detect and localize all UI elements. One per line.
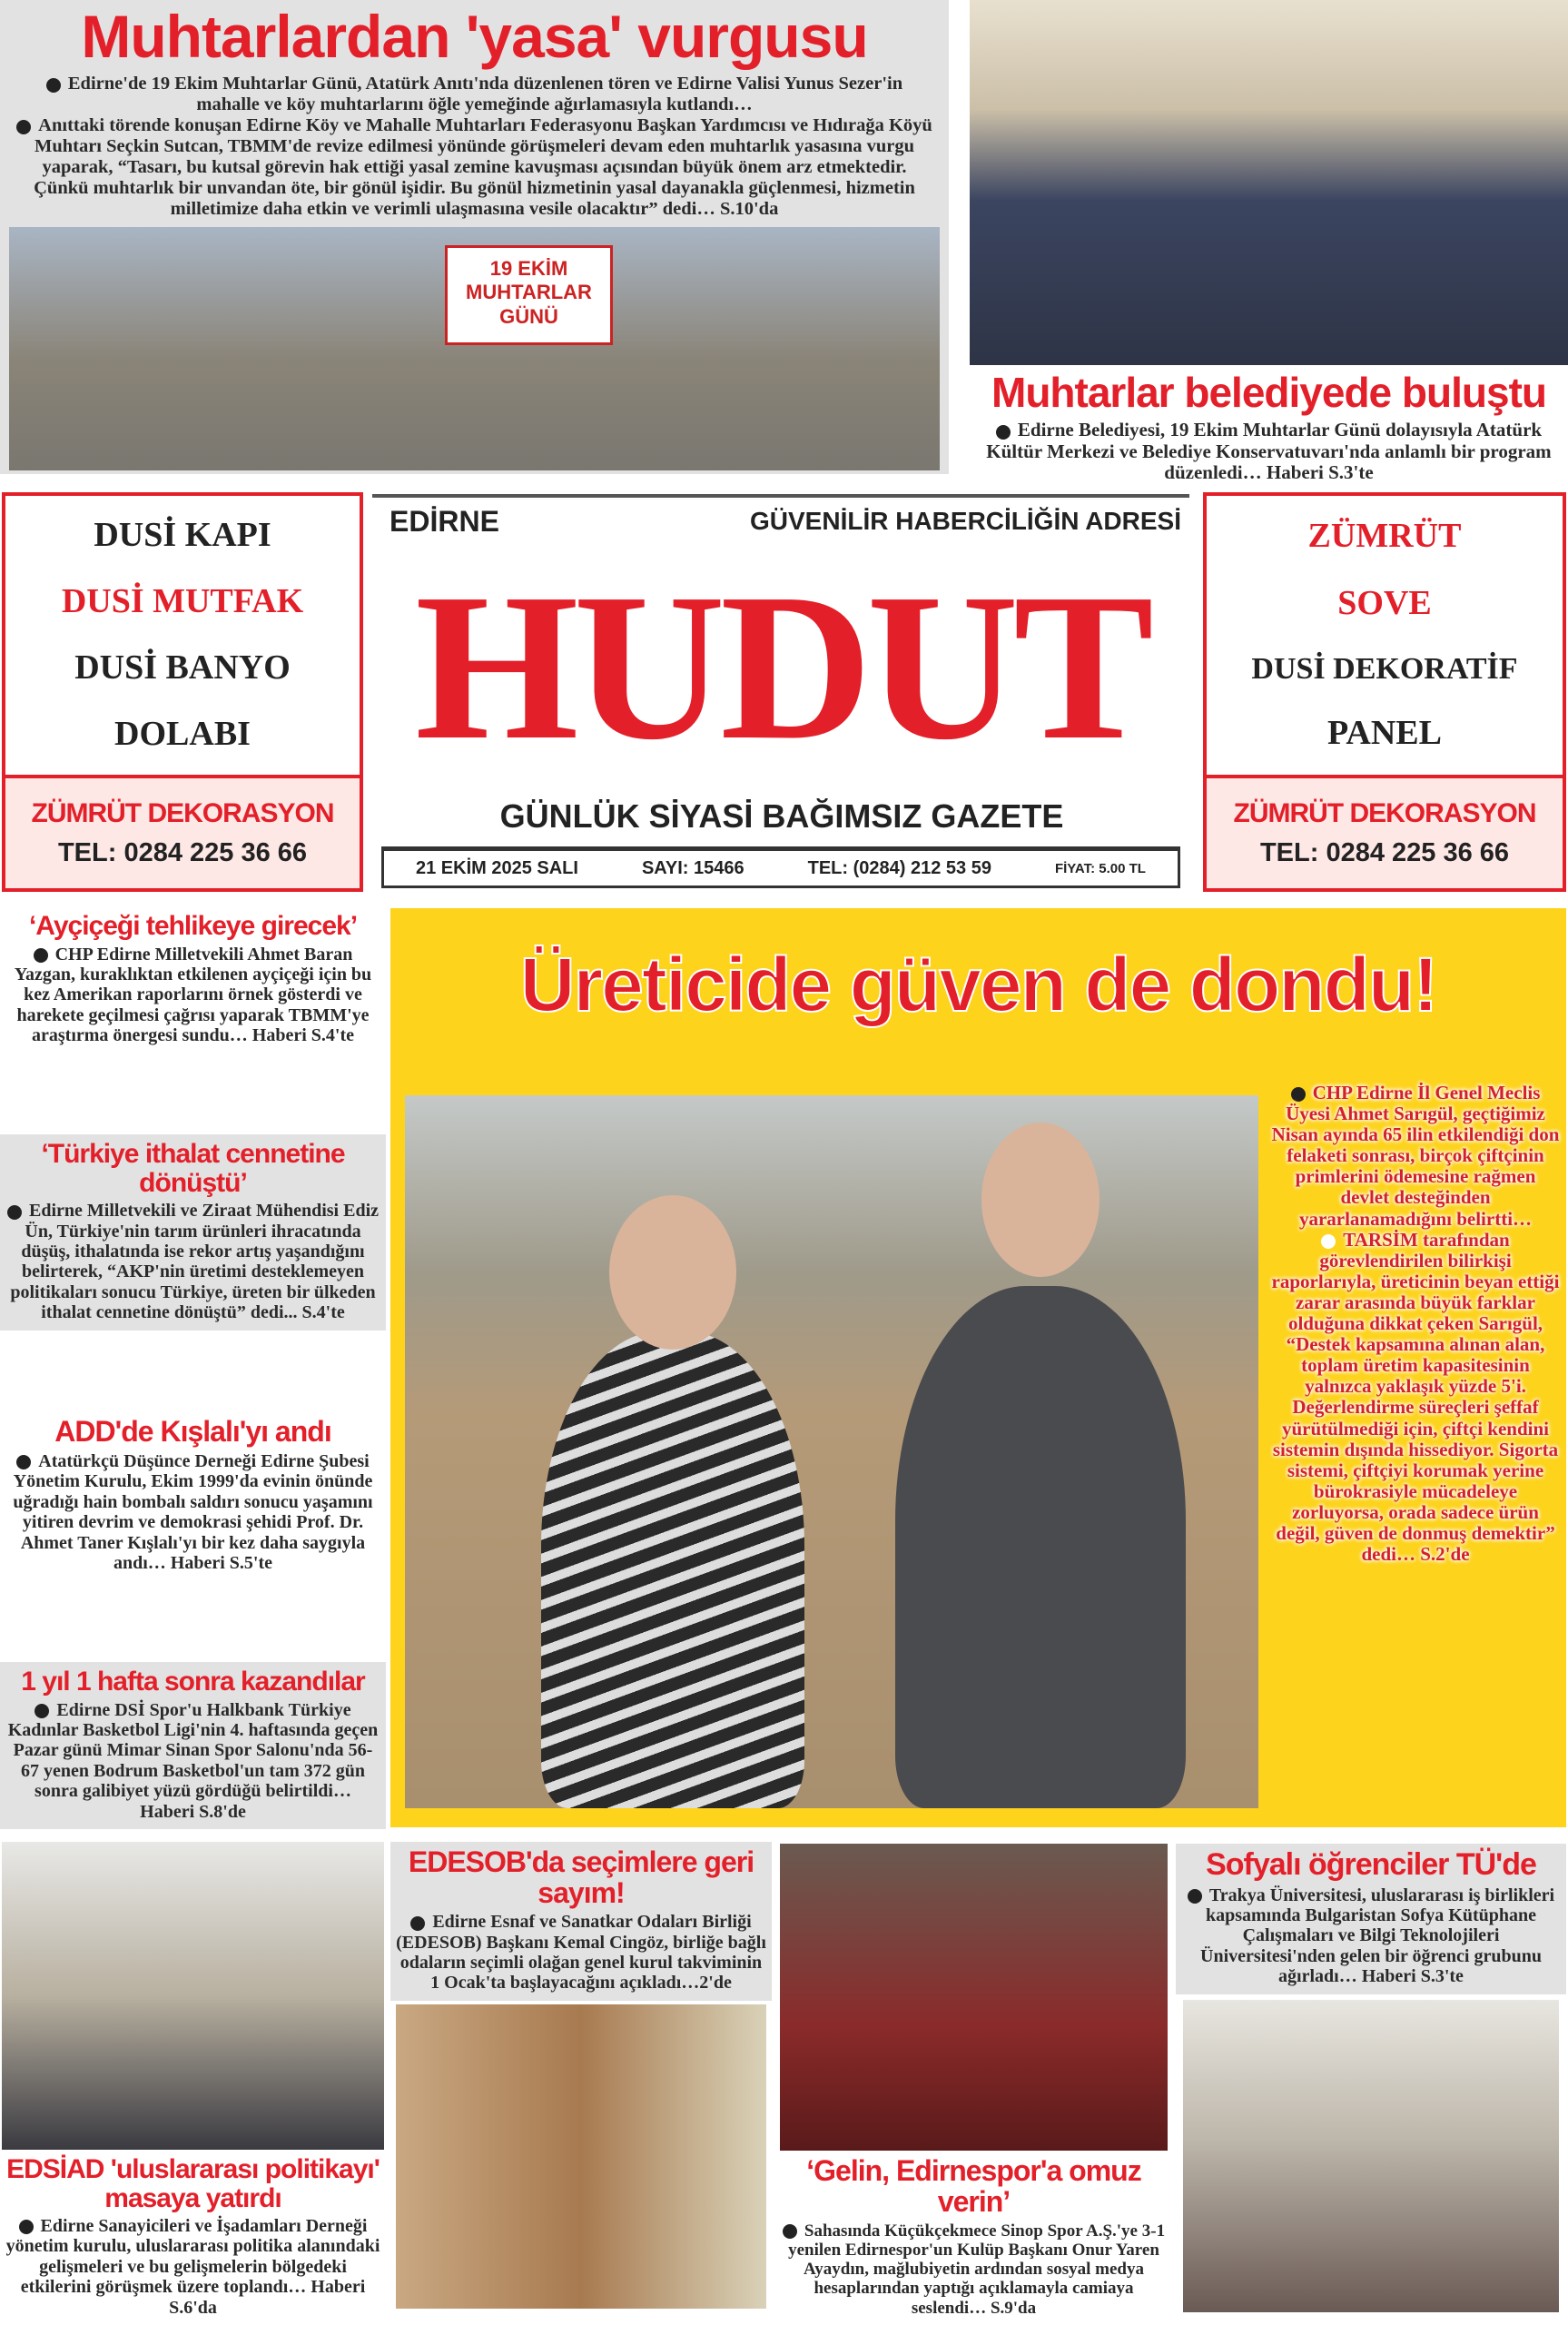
man-head: [981, 1123, 1100, 1277]
bottom-col-3: [776, 1838, 1171, 2325]
headline[interactable]: ‘Gelin, Edirnespor'a omuz verin’: [806, 2154, 1141, 2219]
headline[interactable]: ADD'de Kışlalı'yı andı: [54, 1415, 331, 1449]
ad-line: PANEL: [1327, 714, 1442, 753]
masthead-subtitle: GÜNLÜK SİYASİ BAĞIMSIZ GAZETE: [499, 797, 1064, 835]
bullet-icon: [783, 2224, 797, 2239]
headline[interactable]: Sofyalı öğrenciler TÜ'de: [1206, 1847, 1536, 1882]
headline[interactable]: ‘Ayçiçeği tehlikeye girecek’: [28, 911, 358, 941]
bottom-col-4: [1176, 1838, 1566, 2325]
left-story-1: [0, 906, 386, 1053]
headline[interactable]: Muhtarlardan 'yasa' vurgusu: [81, 3, 868, 70]
ad-phone: TEL: 0284 225 36 66: [1259, 838, 1510, 867]
story-text: Edirne DSİ Spor'u Halkbank Türkiye Kadınlar Basketbol Ligi'nin 4. haftasında geçen Pazar günü Mimar Sinan Spor Salonu'nda 56-67 yenen Bodrum Basketbol'un tam 372 gün sonra galibiyet yüzü gördüğü belirtildi… Haberi S.8'de: [7, 1699, 379, 1822]
sign-line: GÜNÜ: [499, 304, 558, 328]
masthead-slogan: GÜVENİLİR HABERCİLİĞİN ADRESİ: [750, 507, 1181, 535]
story-text: Edirne Milletvekili ve Ziraat Mühendisi Ediz Ün, Türkiye'nin tarım ürünleri ihracatında düşüş, ithalatında ise rekor artış yaşandığını belirterek, “AKP'nin üretimi desteklemeyen politikaları sonucu Türkiye, üreten bir ülkeden ithalat cennetine dönüştü” dedi... S.4'te: [5, 1197, 380, 1322]
masthead-rule: [372, 494, 1189, 498]
left-story-2: [0, 1134, 386, 1330]
bullet-icon: [16, 1455, 31, 1469]
top-right-story: [970, 0, 1568, 486]
headline[interactable]: ‘Türkiye ithalat cennetine dönüştü’: [41, 1139, 345, 1198]
bullet-icon: [7, 1205, 22, 1220]
main-headline[interactable]: Üreticide güven de dondu!: [519, 942, 1437, 1027]
ad-left: [2, 492, 363, 892]
ad-line: DUSİ KAPI: [94, 516, 271, 555]
bottom-story-1: [0, 2150, 386, 2325]
ad-brand: ZÜMRÜT DEKORASYON: [31, 798, 334, 828]
main-photo[interactable]: [405, 1095, 1258, 1808]
headline[interactable]: 1 yıl 1 hafta sonra kazandılar: [21, 1667, 365, 1697]
headline[interactable]: Muhtarlar belediyede buluştu: [991, 369, 1546, 417]
issue-number: SAYI: 15466: [641, 857, 745, 878]
headline[interactable]: EDESOB'da seçimlere geri sayım!: [408, 1845, 754, 1909]
masthead-city: EDİRNE: [390, 505, 499, 538]
bullet-icon: [1291, 1087, 1306, 1102]
bullet-icon: [996, 425, 1011, 440]
bullet-icon: [46, 78, 61, 93]
issue-date: 21 EKİM 2025 SALI: [415, 857, 578, 878]
bottom-story-2: [390, 1842, 772, 2001]
bottom-story-3: [776, 2151, 1171, 2325]
students-visit-photo[interactable]: [1183, 2000, 1559, 2312]
municipality-group-photo[interactable]: [970, 0, 1568, 365]
ad-line: DOLABI: [114, 714, 251, 753]
top-left-story: [0, 0, 949, 474]
ad-line: DUSİ BANYO: [74, 648, 291, 687]
issue-phone: TEL: (0284) 212 53 59: [807, 857, 991, 878]
story-text: Edirne'de 19 Ekim Muhtarlar Günü, Atatürk Anıtı'nda düzenlenen tören ve Edirne Valisi Yunus Sezer'in mahalle ve köy muhtarlarını öğle yemeğinde ağırlamasıyla kutlandı… Anıttaki törende konuşan Edirne Köy ve Mahalle Muhtarları Federasyonu Başkan Yardımcısı ve Hıdırağa Köyü Muhtarı Seçkin Sutcan, TBMM'de revize edilmesi yönünde görüşmeleri devam eden muhtarlık yasasına vurgu yaparak, “Tasarı, bu kutsal görevin hak ettiği yasal zemine kavuşması açısından büyük önem arz etmektedir. Çünkü muhtarlık bir unvandan öte, bir gönül işidir. Bu gönül hizmetinin yasal dayanakla güçlenmesi, hizmetin milletimize daha etkin ve verimli ulaşmasına vesile olacaktır” dedi… S.10'da: [9, 68, 940, 227]
story-text: Atatürkçü Düşünce Derneği Edirne Şubesi Yönetim Kurulu, Ekim 1999'da evinin önünde uğradığı hain bombalı saldırı sonucu yaşamını yitiren devrim ve demokrasi şehidi Prof. Dr. Ahmet Taner Kışlalı'yı bir kez daha saygıyla andı… Haberi S.5'te: [13, 1450, 373, 1573]
ad-right: [1203, 492, 1566, 892]
main-story: [390, 908, 1566, 1827]
bullet-icon: [19, 2220, 34, 2234]
bullet-icon: [34, 948, 48, 963]
edirnespor-president-photo[interactable]: [780, 1844, 1168, 2151]
bullet-icon: [1321, 1234, 1336, 1249]
newspaper-logo[interactable]: HUDUT: [415, 550, 1149, 784]
story-text: Edirne Esnaf ve Sanatkar Odaları Birliği (EDESOB) Başkanı Kemal Cingöz, birliğe bağlı odaların seçimli olağan genel kurul takviminin 1 Ocak'ta başlayacağını açıkladı…2'de: [396, 1912, 766, 1994]
ad-line: ZÜMRÜT: [1307, 517, 1462, 556]
left-column: [0, 906, 386, 1829]
headline[interactable]: EDSİAD 'uluslararası politikayı' masaya yatırdı: [6, 2154, 380, 2213]
bottom-col-2: [390, 1838, 772, 2325]
story-text: Edirne Sanayicileri ve İşadamları Derneği yönetim kurulu, uluslararası politika alanındaki gelişmeleri ve bu gelişmelerin bölgedeki etkilerini görüşmek üzere toplandı… Haberi S.6'da: [5, 2216, 380, 2318]
story-text: Trakya Üniversitesi, uluslararası iş birlikleri kapsamında Bulgaristan Sofya Kütüphane Çalışmaları ve Bilgi Teknolojileri Üniversitesi'nden gelen bir öğrenci grubunu ağırladı… Haberi S.3'te: [1181, 1882, 1561, 1987]
ceremony-photo[interactable]: [9, 227, 940, 470]
issue-bar: [381, 846, 1180, 888]
masthead: [368, 490, 1196, 899]
story-text: Edirne Belediyesi, 19 Ekim Muhtarlar Günü dolayısıyla Atatürk Kültür Merkezi ve Belediye Konservatuvarı'nda anlamlı bir program düzenledi… Haberi S.3'te: [986, 419, 1552, 484]
left-story-4: [0, 1662, 386, 1829]
ad-line: SOVE: [1337, 583, 1432, 622]
edesob-president-photo[interactable]: [396, 2004, 766, 2309]
woman-figure: [541, 1331, 804, 1808]
ad-phone: TEL: 0284 225 36 66: [57, 838, 308, 867]
issue-price: FİYAT: 5.00 TL: [1054, 860, 1146, 876]
bullet-icon: [16, 120, 31, 134]
story-text: Sahasında Küçükçekmece Sinop Spor A.Ş.'ye 3-1 yenilen Edirnespor'un Kulüp Başkanı Onur Yaren Ayaydın, mağlubiyetin ardından sosyal medya hesaplarından yaptığı açıklamayla camiaya seslendi… S.9'da: [782, 2218, 1166, 2318]
woman-head: [609, 1195, 736, 1350]
main-story-text: CHP Edirne İl Genel Meclis Üyesi Ahmet Sarıgül, geçtiğimiz Nisan ayında 65 ilin etkilendiği don felaketi sonrası, birçok çiftçinin primlerini ödemesine rağmen devlet desteğinden yararlanamadığını belirtti… TARSİM tarafından görevlendirilen bilirkişi raporlarıyla, üreticinin beyan ettiği zarar arasında büyük farklar olduğuna dikkat çeken Sarıgül, “Destek kapsamına alınan alan, toplam üretim kapasitesinin yalnızca yaklaşık yüzde 5'i. Değerlendirme süreçleri şeffaf yürütülmediği için, çiftçi kendini sistemin dışında hissediyor. Sigorta sistemi, çiftçiyi korumak yerine bürokrasiyle mücadeleye zorluyorsa, orada sadece ürün değil, güven de donmuş demektir” dedi… S.2'de: [1271, 1082, 1560, 1566]
bullet-icon: [1188, 1889, 1202, 1904]
bottom-col-1: [0, 1838, 386, 2325]
bottom-story-4: [1176, 1844, 1566, 1994]
bullet-icon: [35, 1704, 49, 1718]
muhtarlar-gunu-sign: [445, 245, 613, 345]
sign-line: MUHTARLAR: [466, 281, 592, 304]
story-text: CHP Edirne Milletvekili Ahmet Baran Yazgan, kuraklıktan etkilenen ayçiçeği için bu kez Amerikan raporlarını örnek gösterdi ve harekete geçilmesi çağrısı yaparak TBMM'ye araştırma önergesi sundu… Haberi S.4'te: [14, 944, 372, 1046]
bullet-icon: [410, 1916, 425, 1931]
ad-line: DUSİ DEKORATİF: [1251, 651, 1518, 686]
sign-line: 19 EKİM: [489, 256, 568, 280]
man-figure: [895, 1286, 1186, 1808]
edsiad-meeting-photo[interactable]: [2, 1842, 384, 2150]
ad-brand: ZÜMRÜT DEKORASYON: [1233, 798, 1536, 828]
left-story-3: [0, 1411, 386, 1580]
ad-line: DUSİ MUTFAK: [61, 582, 304, 621]
